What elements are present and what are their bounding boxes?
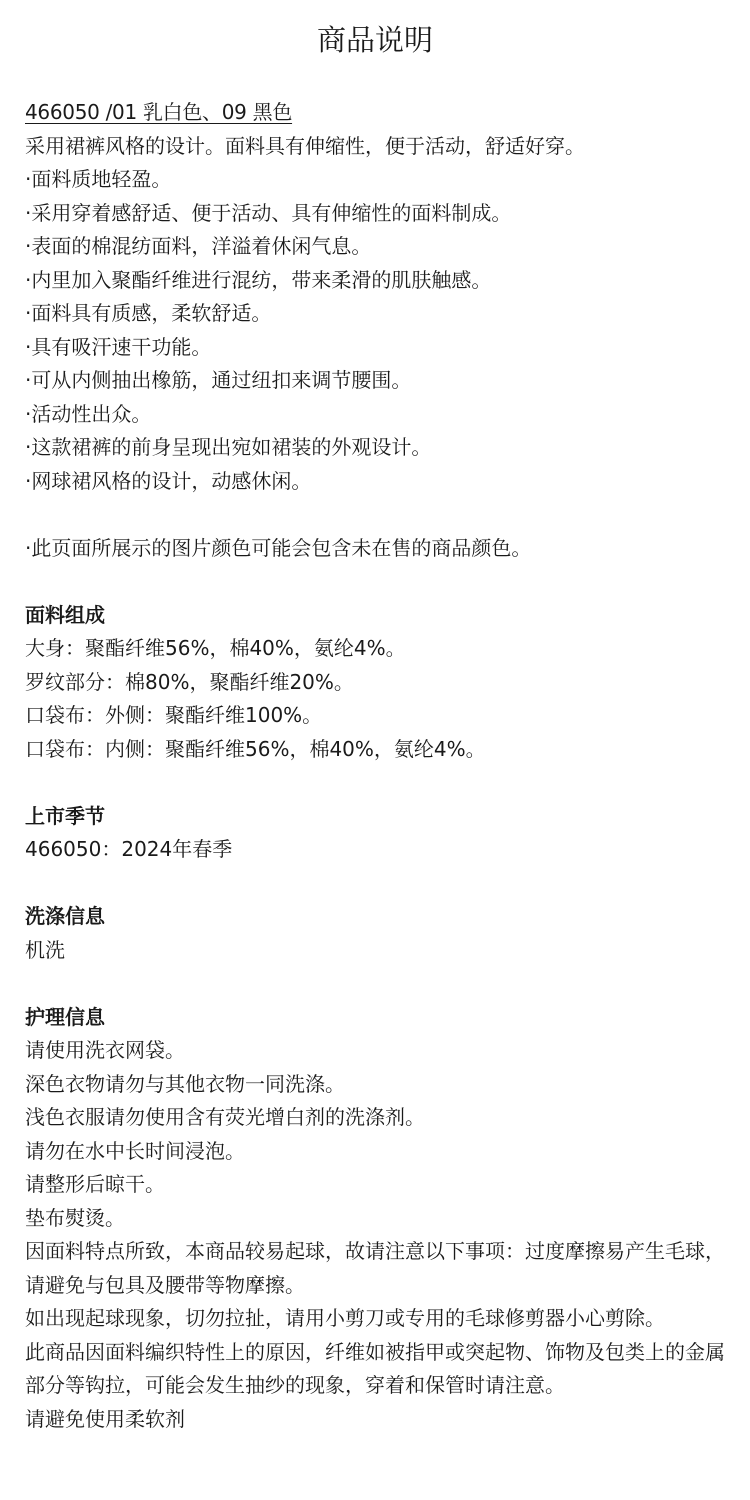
feature-item: ·表面的棉混纺面料，洋溢着休闲气息。 — [25, 234, 372, 258]
feature-item: ·面料质地轻盈。 — [25, 167, 172, 191]
spacer — [25, 766, 725, 800]
care-heading: 护理信息 — [25, 1004, 105, 1029]
care-line: 请整形后晾干。 — [25, 1172, 165, 1196]
material-line: 口袋布：外侧：聚酯纤维100%。 — [25, 703, 323, 727]
feature-item: ·可从内侧抽出橡筋，通过纽扣来调节腰围。 — [25, 368, 412, 392]
care-line: 请勿在水中长时间浸泡。 — [25, 1138, 245, 1163]
spacer — [25, 967, 725, 1001]
washing-value: 机洗 — [25, 937, 65, 962]
feature-item: ·采用穿着感舒适、便于活动、具有伸缩性的面料制成。 — [25, 200, 512, 225]
care-list — [25, 1034, 725, 1436]
care-line: 因面料特点所致，本商品较易起球，故请注意以下事项：过度摩擦易产生毛球，请避免与包具及腰带等物摩擦。 — [25, 1239, 725, 1297]
product-details — [25, 96, 725, 1436]
page-title: 商品说明 — [316, 23, 433, 57]
feature-item: ·网球裙风格的设计，动感休闲。 — [25, 468, 312, 493]
feature-item: ·活动性出众。 — [25, 401, 152, 426]
feature-list — [25, 163, 725, 498]
season-heading: 上市季节 — [25, 803, 105, 828]
color-note: ·此页面所展示的图片颜色可能会包含未在售的商品颜色。 — [25, 535, 532, 560]
feature-item: ·这款裙裤的前身呈现出宛如裙装的外观设计。 — [25, 435, 432, 459]
product-intro: 采用裙裤风格的设计。面料具有伸缩性，便于活动，舒适好穿。 — [25, 133, 585, 158]
material-line: 口袋布：内侧：聚酯纤维56%，棉40%，氨纶4%。 — [25, 736, 486, 761]
material-list — [25, 632, 725, 766]
care-line: 垫布熨烫。 — [25, 1205, 125, 1230]
care-line: 浅色衣服请勿使用含有荧光增白剂的洗涤剂。 — [25, 1105, 425, 1129]
product-code-colors: 466050 /01 乳白色、09 黑色 — [25, 100, 293, 124]
care-line: 如出现起球现象，切勿拉扯，请用小剪刀或专用的毛球修剪器小心剪除。 — [25, 1306, 665, 1330]
spacer — [25, 565, 725, 599]
material-heading: 面料组成 — [25, 602, 105, 627]
feature-item: ·内里加入聚酯纤维进行混纺，带来柔滑的肌肤触感。 — [25, 267, 492, 292]
season-value: 466050：2024年春季 — [25, 837, 233, 861]
material-line: 大身：聚酯纤维56%，棉40%，氨纶4%。 — [25, 636, 406, 660]
material-line: 罗纹部分：棉80%，聚酯纤维20%。 — [25, 669, 354, 694]
feature-item: ·具有吸汗速干功能。 — [25, 334, 212, 359]
washing-heading: 洗涤信息 — [25, 904, 105, 928]
care-line: 此商品因面料编织特性上的原因，纤维如被指甲或突起物、饰物及包类上的金属部分等钩拉，可能会发生抽纱的现象，穿着和保管时请注意。 — [25, 1339, 725, 1397]
spacer — [25, 498, 725, 532]
feature-item: ·面料具有质感，柔软舒适。 — [25, 301, 272, 325]
spacer — [25, 867, 725, 901]
care-line: 请使用洗衣网袋。 — [25, 1038, 185, 1062]
care-line: 深色衣物请勿与其他衣物一同洗涤。 — [25, 1071, 345, 1096]
care-line: 请避免使用柔软剂 — [25, 1406, 185, 1431]
